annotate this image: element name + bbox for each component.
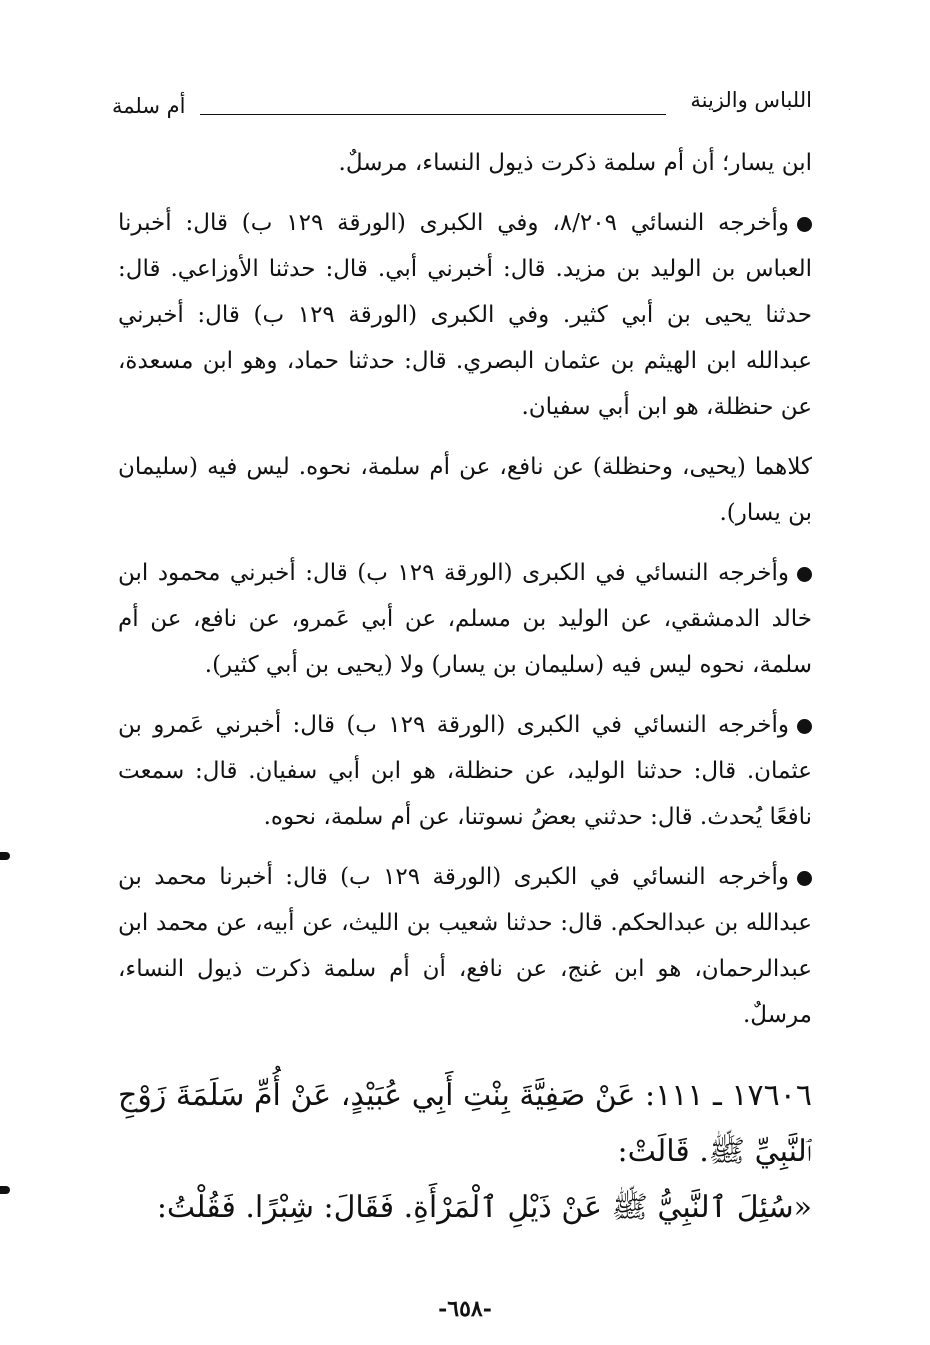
hadith-line-1: ١٧٦٠٦ ـ ١١١: عَنْ صَفِيَّةَ بِنْتِ أَبِي عُبَيْدٍ، عَنْ أُمِّ سَلَمَةَ زَوْجِ ٱلنَّبِيِّ ﷺ. قَالَتْ: <box>118 1078 812 1169</box>
scan-edge-mark <box>0 1186 10 1194</box>
paragraph-text: وأخرجه النسائي في الكبرى (الورقة ١٢٩ ب) قال: أخبرني محمود ابن خالد الدمشقي، عن الوليد بن مسلم، عن أبي عَمرو، عن نافع، عن أم سلمة، نحوه ليس فيه (سليمان بن يسار) ولا (يحيى بن أبي كثير). <box>118 560 812 678</box>
page-number: -٦٥٨- <box>438 1296 492 1322</box>
paragraph-4 <box>118 702 812 840</box>
header-rule <box>200 114 666 115</box>
paragraph-text: وأخرجه النسائي ٨/٢٠٩، وفي الكبرى (الورقة ١٢٩ ب) قال: أخبرنا العباس بن الوليد بن مزيد. قال: أخبرني أبي. قال: حدثنا الأوزاعي. قال: حدثنا يحيى بن أبي كثير. وفي الكبرى (الورقة ١٢٩ ب) قال: أخبرني عبدالله ابن الهيثم بن عثمان البصري. قال: حدثنا حماد، وهو ابن مسعدة، عن حنظلة، هو ابن أبي سفيان. <box>118 210 812 420</box>
running-header <box>112 88 812 124</box>
paragraph-5 <box>118 854 812 1038</box>
scan-edge-mark <box>0 852 10 860</box>
paragraph-text: وأخرجه النسائي في الكبرى (الورقة ١٢٩ ب) قال: أخبرني عَمرو بن عثمان. قال: حدثنا الوليد، عن حنظلة، هو ابن أبي سفيان. قال: سمعت نافعًا يُحدث. قال: حدثني بعضُ نسوتنا، عن أم سلمة، نحوه. <box>118 712 812 830</box>
paragraph-2 <box>118 444 812 536</box>
paragraph-text: كلاهما (يحيى، وحنظلة) عن نافع، عن أم سلمة، نحوه. ليس فيه (سليمان بن يسار). <box>118 454 812 526</box>
hadith-line-2: «سُئِلَ ٱلنَّبِيُّ ﷺ عَنْ ذَيْلِ ٱلْمَرْأَةِ. فَقَالَ: شِبْرًا. فَقُلْتُ: <box>156 1190 812 1225</box>
bullet-icon <box>797 567 812 582</box>
paragraph-text: ابن يسار؛ أن أم سلمة ذكرت ذيول النساء، مرسلٌ. <box>338 150 812 176</box>
hadith-text <box>118 1068 812 1236</box>
paragraph-0 <box>118 140 812 186</box>
commentary-body <box>118 140 812 1052</box>
paragraph-1 <box>118 200 812 430</box>
bullet-icon <box>797 871 812 886</box>
header-chapter-title: اللباس والزينة <box>690 88 812 112</box>
bullet-icon <box>797 719 812 734</box>
bullet-icon <box>797 217 812 232</box>
paragraph-3 <box>118 550 812 688</box>
paragraph-text: وأخرجه النسائي في الكبرى (الورقة ١٢٩ ب) قال: أخبرنا محمد بن عبدالله بن عبدالحكم. قال: حدثنا شعيب بن الليث، عن أبيه، عن محمد ابن عبدالرحمان، هو ابن غنج، عن نافع، أن أم سلمة ذكرت ذيول النساء، مرسلٌ. <box>118 864 812 1028</box>
header-section-title: أم سلمة <box>112 94 186 118</box>
